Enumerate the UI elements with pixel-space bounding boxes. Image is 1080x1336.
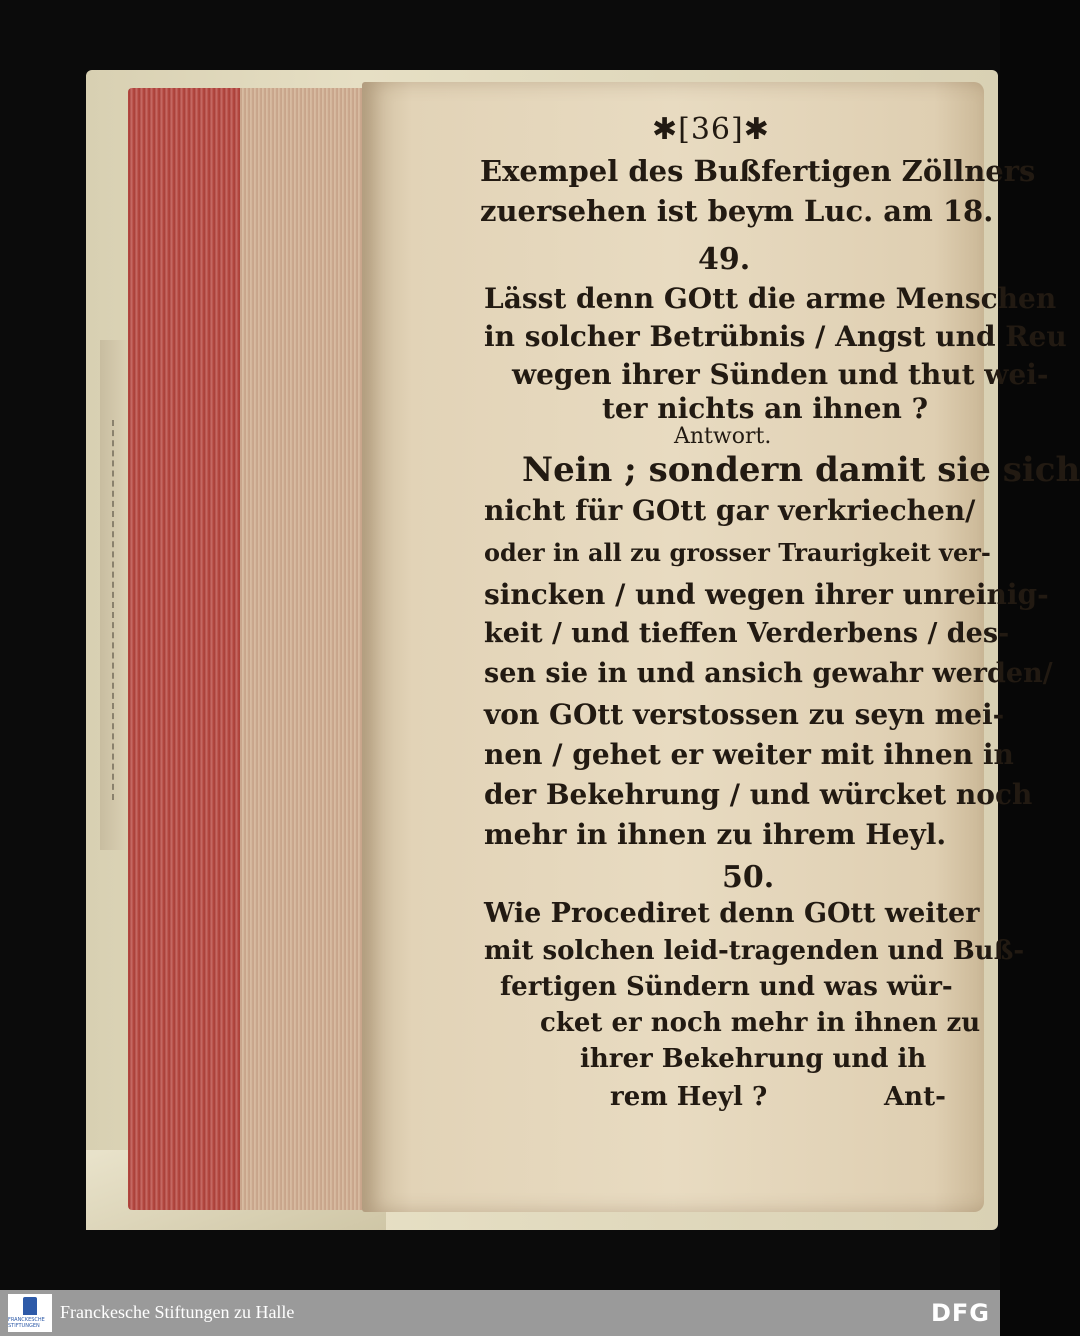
text-line: ter nichts an ihnen ? <box>602 392 929 425</box>
catchword: Ant- <box>884 1082 946 1112</box>
text-line: rem Heyl ? <box>610 1082 768 1112</box>
book-page <box>362 82 1080 1212</box>
answer-heading: Antwort. <box>674 424 772 449</box>
text-line: der Bekehrung / und würcket noch <box>484 778 1033 811</box>
text-line: nen / gehet er weiter mit ihnen in <box>484 738 1014 771</box>
text-line: fertigen Sündern und was wür- <box>500 972 953 1002</box>
text-line: Nein ; sondern damit sie sich <box>522 450 1080 490</box>
text-line: mit solchen leid-tragenden und Buß- <box>484 936 1025 966</box>
crest-icon <box>23 1297 37 1315</box>
page-stack <box>240 88 378 1210</box>
text-line: wegen ihrer Sünden und thut wei- <box>512 358 1049 391</box>
dfg-logo: DFG <box>930 1299 990 1327</box>
page-text <box>362 82 1080 1212</box>
logo-caption: FRANCKESCHE STIFTUNGEN <box>8 1317 45 1329</box>
institution-name: Franckesche Stiftungen zu Halle <box>60 1302 295 1322</box>
viewer-footer <box>0 1290 1000 1336</box>
text-line: nicht für GOtt gar verkriechen/ <box>484 494 976 527</box>
question-number: 50. <box>722 860 775 895</box>
text-line: Lässt denn GOtt die arme Menschen <box>484 282 1057 315</box>
text-line: ihrer Bekehrung und ih <box>580 1044 927 1074</box>
page-number: ✱[36]✱ <box>652 112 770 147</box>
text-line: in solcher Betrübnis / Angst und Reu <box>484 320 1067 353</box>
text-line: sincken / und wegen ihrer unreinig- <box>484 578 1049 611</box>
text-line: Exempel des Bußfertigen Zöllners <box>480 154 1036 188</box>
text-line: cket er noch mehr in ihnen zu <box>540 1008 981 1038</box>
text-line: von GOtt verstossen zu seyn mei- <box>484 698 1005 731</box>
institution-logo <box>8 1294 52 1332</box>
text-line: zuersehen ist beym Luc. am 18. <box>480 194 994 228</box>
text-line: Wie Procediret denn GOtt weiter <box>484 898 980 929</box>
text-line: keit / und tieffen Verderbens / des- <box>484 618 1010 649</box>
text-line: oder in all zu grosser Traurigkeit ver- <box>484 538 991 567</box>
text-line: mehr in ihnen zu ihrem Heyl. <box>484 818 947 851</box>
question-number: 49. <box>698 242 751 277</box>
text-line: sen sie in und ansich gewahr werden/ <box>484 658 1053 689</box>
